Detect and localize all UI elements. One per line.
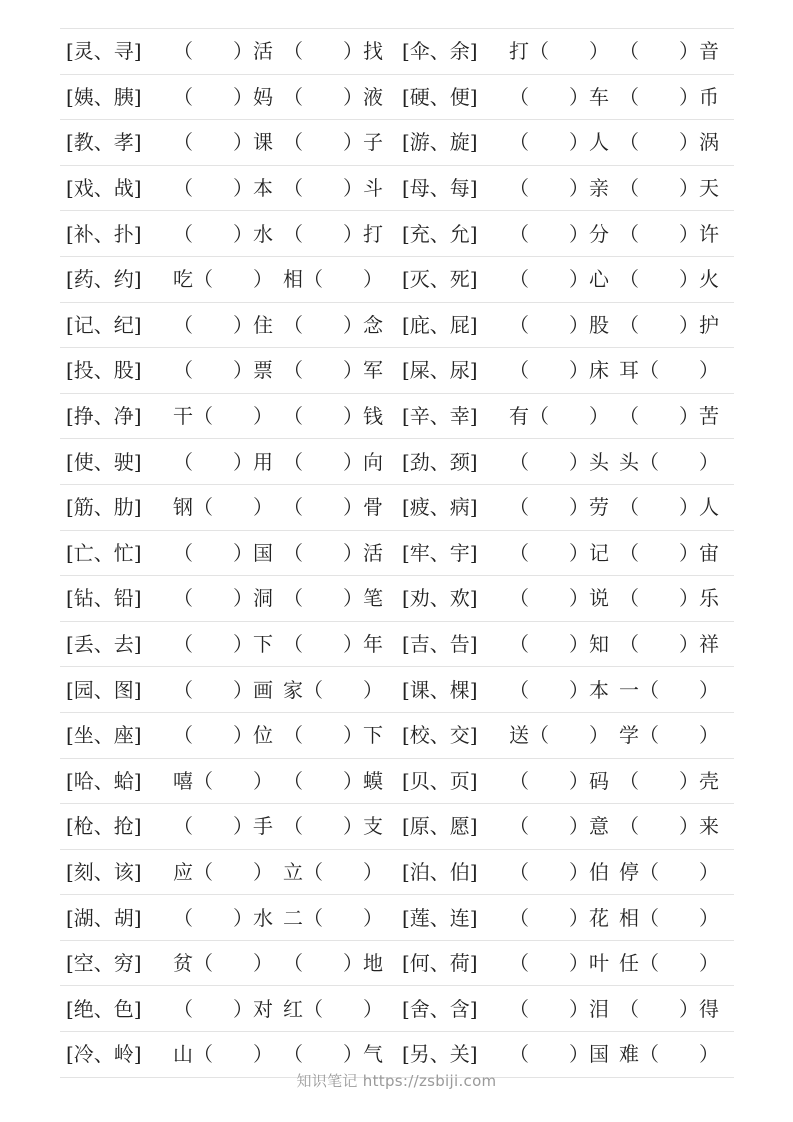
exercise-row xyxy=(60,303,734,349)
fill-blank-word: （ ）伯 xyxy=(509,859,609,884)
character-pair: [辛、幸] xyxy=(402,404,478,429)
fill-blank-word: 应（ ） xyxy=(173,859,273,884)
exercise-row xyxy=(60,75,734,121)
fill-blank-word: （ ）活 xyxy=(173,39,273,64)
fill-blank-word: （ ）斗 xyxy=(283,176,383,201)
character-pair: [校、交] xyxy=(402,723,478,748)
fill-blank-word: 家（ ） xyxy=(283,677,383,702)
character-pair: [灭、死] xyxy=(402,267,478,292)
fill-blank-word: 立（ ） xyxy=(283,859,383,884)
exercise-item-left xyxy=(60,531,390,576)
fill-blank-word: （ ）找 xyxy=(283,39,383,64)
exercise-item-left xyxy=(60,759,390,804)
character-pair: [哈、蛤] xyxy=(66,768,142,793)
exercise-row xyxy=(60,394,734,440)
exercise-item-right xyxy=(396,166,726,211)
character-pair: [使、驶] xyxy=(66,449,142,474)
exercise-item-left xyxy=(60,211,390,256)
fill-blank-word: （ ）码 xyxy=(509,768,609,793)
exercise-item-right xyxy=(396,485,726,530)
fill-blank-word: （ ）妈 xyxy=(173,84,273,109)
fill-blank-word: （ ）泪 xyxy=(509,996,609,1021)
exercise-item-right xyxy=(396,348,726,393)
character-pair: [刻、该] xyxy=(66,859,142,884)
fill-blank-word: （ ）子 xyxy=(283,130,383,155)
fill-blank-word: （ ）课 xyxy=(173,130,273,155)
character-pair: [记、纪] xyxy=(66,312,142,337)
fill-blank-word: 山（ ） xyxy=(173,1042,273,1067)
exercise-row xyxy=(60,850,734,896)
fill-blank-word: 贫（ ） xyxy=(173,951,273,976)
fill-blank-word: （ ）护 xyxy=(619,312,719,337)
exercise-row xyxy=(60,576,734,622)
fill-blank-word: （ ）本 xyxy=(509,677,609,702)
fill-blank-word: （ ）花 xyxy=(509,905,609,930)
exercise-sheet xyxy=(60,28,734,1078)
character-pair: [庇、屁] xyxy=(402,312,478,337)
fill-blank-word: （ ）军 xyxy=(283,358,383,383)
character-pair: [坐、座] xyxy=(66,723,142,748)
fill-blank-word: （ ）车 xyxy=(509,84,609,109)
exercise-item-left xyxy=(60,986,390,1031)
fill-blank-word: （ ）骨 xyxy=(283,495,383,520)
character-pair: [姨、胰] xyxy=(66,84,142,109)
character-pair: [钻、铅] xyxy=(66,586,142,611)
character-pair: [舍、含] xyxy=(402,996,478,1021)
fill-blank-word: 吃（ ） xyxy=(173,267,273,292)
fill-blank-word: （ ）洞 xyxy=(173,586,273,611)
exercise-item-right xyxy=(396,850,726,895)
character-pair: [戏、战] xyxy=(66,176,142,201)
fill-blank-word: （ ）苦 xyxy=(619,404,719,429)
fill-blank-word: 一（ ） xyxy=(619,677,719,702)
character-pair: [莲、连] xyxy=(402,905,478,930)
character-pair: [劝、欢] xyxy=(402,586,478,611)
fill-blank-word: （ ）音 xyxy=(619,39,719,64)
character-pair: [疲、病] xyxy=(402,495,478,520)
character-pair: [丢、去] xyxy=(66,632,142,657)
fill-blank-word: （ ）分 xyxy=(509,221,609,246)
exercise-row xyxy=(60,531,734,577)
fill-blank-word: （ ）意 xyxy=(509,814,609,839)
exercise-row xyxy=(60,713,734,759)
fill-blank-word: 头（ ） xyxy=(619,449,719,474)
fill-blank-word: （ ）液 xyxy=(283,84,383,109)
character-pair: [亡、忙] xyxy=(66,540,142,565)
fill-blank-word: （ ）宙 xyxy=(619,540,719,565)
fill-blank-word: （ ）头 xyxy=(509,449,609,474)
exercise-row xyxy=(60,166,734,212)
fill-blank-word: （ ）住 xyxy=(173,312,273,337)
exercise-item-right xyxy=(396,713,726,758)
character-pair: [充、允] xyxy=(402,221,478,246)
character-pair: [冷、岭] xyxy=(66,1042,142,1067)
fill-blank-word: （ ）国 xyxy=(509,1042,609,1067)
fill-blank-word: 送（ ） xyxy=(509,723,609,748)
character-pair: [硬、便] xyxy=(402,84,478,109)
character-pair: [何、荷] xyxy=(402,951,478,976)
fill-blank-word: （ ）水 xyxy=(173,221,273,246)
character-pair: [吉、告] xyxy=(402,632,478,657)
fill-blank-word: 打（ ） xyxy=(509,39,609,64)
character-pair: [教、孝] xyxy=(66,130,142,155)
fill-blank-word: 停（ ） xyxy=(619,859,719,884)
fill-blank-word: （ ）打 xyxy=(283,221,383,246)
exercise-row xyxy=(60,439,734,485)
character-pair: [另、关] xyxy=(402,1042,478,1067)
fill-blank-word: （ ）床 xyxy=(509,358,609,383)
exercise-item-left xyxy=(60,485,390,530)
character-pair: [劲、颈] xyxy=(402,449,478,474)
fill-blank-word: 难（ ） xyxy=(619,1042,719,1067)
exercise-item-right xyxy=(396,394,726,439)
exercise-item-left xyxy=(60,75,390,120)
character-pair: [湖、胡] xyxy=(66,905,142,930)
character-pair: [游、旋] xyxy=(402,130,478,155)
fill-blank-word: （ ）记 xyxy=(509,540,609,565)
exercise-item-left xyxy=(60,439,390,484)
exercise-row xyxy=(60,257,734,303)
exercise-item-left xyxy=(60,166,390,211)
fill-blank-word: （ ）支 xyxy=(283,814,383,839)
exercise-item-left xyxy=(60,804,390,849)
exercise-item-left xyxy=(60,667,390,712)
fill-blank-word: （ ）来 xyxy=(619,814,719,839)
exercise-item-right xyxy=(396,531,726,576)
watermark: 知识笔记 https://zsbiji.com xyxy=(296,1072,497,1090)
fill-blank-word: 干（ ） xyxy=(173,404,273,429)
exercise-item-right xyxy=(396,759,726,804)
fill-blank-word: （ ）笔 xyxy=(283,586,383,611)
fill-blank-word: （ ）涡 xyxy=(619,130,719,155)
character-pair: [伞、余] xyxy=(402,39,478,64)
fill-blank-word: 耳（ ） xyxy=(619,358,719,383)
character-pair: [原、愿] xyxy=(402,814,478,839)
fill-blank-word: （ ）乐 xyxy=(619,586,719,611)
fill-blank-word: （ ）得 xyxy=(619,996,719,1021)
fill-blank-word: （ ）人 xyxy=(619,495,719,520)
fill-blank-word: （ ）人 xyxy=(509,130,609,155)
character-pair: [园、图] xyxy=(66,677,142,702)
fill-blank-word: （ ）水 xyxy=(173,905,273,930)
exercise-item-right xyxy=(396,439,726,484)
fill-blank-word: （ ）位 xyxy=(173,723,273,748)
exercise-row xyxy=(60,941,734,987)
character-pair: [牢、宇] xyxy=(402,540,478,565)
exercise-item-right xyxy=(396,622,726,667)
fill-blank-word: 相（ ） xyxy=(283,267,383,292)
fill-blank-word: 学（ ） xyxy=(619,723,719,748)
fill-blank-word: （ ）许 xyxy=(619,221,719,246)
character-pair: [挣、净] xyxy=(66,404,142,429)
character-pair: [补、扑] xyxy=(66,221,142,246)
character-pair: [贝、页] xyxy=(402,768,478,793)
exercise-item-left xyxy=(60,941,390,986)
fill-blank-word: （ ）下 xyxy=(283,723,383,748)
exercise-row xyxy=(60,348,734,394)
exercise-item-right xyxy=(396,120,726,165)
exercise-item-left xyxy=(60,303,390,348)
exercise-row xyxy=(60,667,734,713)
fill-blank-word: （ ）气 xyxy=(283,1042,383,1067)
fill-blank-word: （ ）股 xyxy=(509,312,609,337)
exercise-row xyxy=(60,759,734,805)
exercise-item-left xyxy=(60,713,390,758)
fill-blank-word: （ ）心 xyxy=(509,267,609,292)
character-pair: [灵、寻] xyxy=(66,39,142,64)
exercise-item-right xyxy=(396,667,726,712)
exercise-item-right xyxy=(396,29,726,74)
fill-blank-word: （ ）壳 xyxy=(619,768,719,793)
exercise-item-right xyxy=(396,211,726,256)
fill-blank-word: （ ）本 xyxy=(173,176,273,201)
exercise-item-right xyxy=(396,986,726,1031)
character-pair: [课、棵] xyxy=(402,677,478,702)
exercise-item-left xyxy=(60,895,390,940)
fill-blank-word: （ ）向 xyxy=(283,449,383,474)
exercise-item-left xyxy=(60,29,390,74)
character-pair: [泊、伯] xyxy=(402,859,478,884)
fill-blank-word: 嘻（ ） xyxy=(173,768,273,793)
fill-blank-word: （ ）叶 xyxy=(509,951,609,976)
fill-blank-word: 钢（ ） xyxy=(173,495,273,520)
fill-blank-word: （ ）年 xyxy=(283,632,383,657)
fill-blank-word: （ ）天 xyxy=(619,176,719,201)
exercise-item-left xyxy=(60,348,390,393)
fill-blank-word: 二（ ） xyxy=(283,905,383,930)
exercise-item-left xyxy=(60,576,390,621)
character-pair: [投、股] xyxy=(66,358,142,383)
character-pair: [屎、尿] xyxy=(402,358,478,383)
exercise-item-left xyxy=(60,850,390,895)
fill-blank-word: （ ）币 xyxy=(619,84,719,109)
exercise-row xyxy=(60,211,734,257)
fill-blank-word: （ ）画 xyxy=(173,677,273,702)
fill-blank-word: （ ）祥 xyxy=(619,632,719,657)
exercise-item-left xyxy=(60,257,390,302)
fill-blank-word: （ ）国 xyxy=(173,540,273,565)
exercise-item-right xyxy=(396,257,726,302)
exercise-row xyxy=(60,622,734,668)
fill-blank-word: 红（ ） xyxy=(283,996,383,1021)
exercise-item-left xyxy=(60,120,390,165)
fill-blank-word: 有（ ） xyxy=(509,404,609,429)
fill-blank-word: （ ）对 xyxy=(173,996,273,1021)
fill-blank-word: （ ）手 xyxy=(173,814,273,839)
fill-blank-word: （ ）活 xyxy=(283,540,383,565)
character-pair: [枪、抢] xyxy=(66,814,142,839)
exercise-item-right xyxy=(396,804,726,849)
fill-blank-word: （ ）地 xyxy=(283,951,383,976)
exercise-item-right xyxy=(396,895,726,940)
fill-blank-word: （ ）火 xyxy=(619,267,719,292)
fill-blank-word: （ ）蟆 xyxy=(283,768,383,793)
exercise-item-left xyxy=(60,394,390,439)
exercise-item-right xyxy=(396,303,726,348)
exercise-row xyxy=(60,895,734,941)
fill-blank-word: 相（ ） xyxy=(619,905,719,930)
character-pair: [绝、色] xyxy=(66,996,142,1021)
fill-blank-word: （ ）念 xyxy=(283,312,383,337)
exercise-row xyxy=(60,120,734,166)
exercise-item-right xyxy=(396,576,726,621)
character-pair: [母、每] xyxy=(402,176,478,201)
fill-blank-word: （ ）知 xyxy=(509,632,609,657)
character-pair: [药、约] xyxy=(66,267,142,292)
character-pair: [空、穷] xyxy=(66,951,142,976)
exercise-row xyxy=(60,485,734,531)
fill-blank-word: 任（ ） xyxy=(619,951,719,976)
exercise-row xyxy=(60,986,734,1032)
fill-blank-word: （ ）下 xyxy=(173,632,273,657)
exercise-row xyxy=(60,804,734,850)
exercise-item-right xyxy=(396,75,726,120)
fill-blank-word: （ ）用 xyxy=(173,449,273,474)
fill-blank-word: （ ）亲 xyxy=(509,176,609,201)
character-pair: [筋、肋] xyxy=(66,495,142,520)
fill-blank-word: （ ）票 xyxy=(173,358,273,383)
fill-blank-word: （ ）劳 xyxy=(509,495,609,520)
exercise-row xyxy=(60,29,734,75)
fill-blank-word: （ ）说 xyxy=(509,586,609,611)
exercise-item-left xyxy=(60,622,390,667)
fill-blank-word: （ ）钱 xyxy=(283,404,383,429)
exercise-item-right xyxy=(396,941,726,986)
